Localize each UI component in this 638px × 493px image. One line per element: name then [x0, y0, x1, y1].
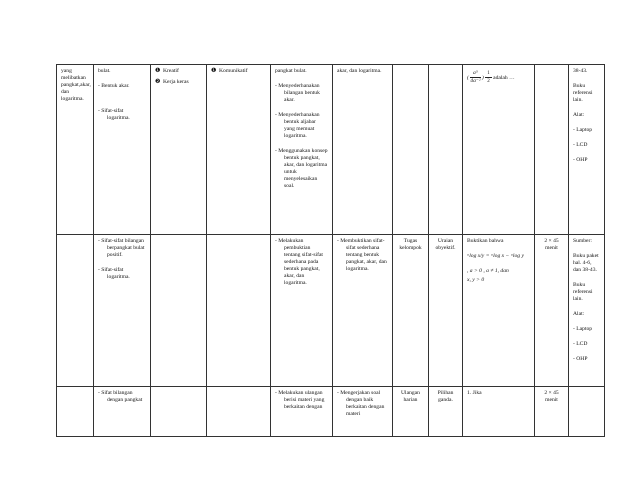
competency-cell: yang melibatkan pangkat,akar, dan logaritma.	[57, 65, 94, 235]
instrument-cell: 1. Jika	[463, 387, 535, 437]
learning-activity-cell: - Melakukan ulangan berisi materi yang berkaitan dengan	[271, 387, 333, 437]
assessment-technique-cell: Tugas kelompok	[393, 235, 429, 387]
sources-cell: 38-43. Buku referensi lain. Alat: - Laptop - LCD - OHP	[569, 65, 605, 235]
time-allocation-cell: 2 × 45 menit	[535, 387, 569, 437]
table-row	[57, 387, 605, 437]
numbered-bullet-icon: ❷	[155, 79, 161, 85]
numbered-bullet-icon: ❶	[211, 68, 217, 74]
list-item: ❶ Komunikatif	[211, 68, 248, 74]
character-values-cell	[151, 65, 207, 235]
entrepreneurship-cell	[207, 387, 271, 437]
entrepreneurship-cell	[207, 235, 271, 387]
material-cell: - Sifat bilangan dengan pangkat	[94, 387, 151, 437]
competency-cell	[57, 235, 94, 387]
table-row	[57, 65, 605, 235]
indicator-cell: - Mengerjakan soal dengan baik berkaitan dengan materi	[333, 387, 393, 437]
lesson-plan-table	[56, 64, 605, 437]
instrument-cell: Buktikan bahwa ᵃlog x/y = ᵃlog x − ᵃlog y , a > 0 , a ≠ 1, dan x, y > 0	[463, 235, 535, 387]
time-allocation-cell: 2 × 45 menit	[535, 235, 569, 387]
assessment-form-cell	[429, 65, 463, 235]
entrepreneurship-cell	[207, 65, 271, 235]
learning-activity-cell: - Melakukan pembuktian tentang sifat-sifat sederhana pada bentuk pangkat, akar, dan logaritma.	[271, 235, 333, 387]
list-item: ❶ Kreatif	[155, 68, 179, 74]
character-values-cell	[151, 235, 207, 387]
assessment-form-cell: Pilihan ganda.	[429, 387, 463, 437]
sources-cell	[569, 387, 605, 437]
list-item: ❷ Kerja keras	[155, 79, 189, 85]
numbered-bullet-icon: ❶	[155, 68, 161, 74]
material-cell: bulat. - Bentuk akar. - Sifat-sifat logaritma.	[94, 65, 151, 235]
indicator-cell: akar, dan logaritma.	[333, 65, 393, 235]
material-cell: - Sifat-sifat bilangan berpangkat bulat positif. - Sifat-sifat logaritma.	[94, 235, 151, 387]
competency-cell	[57, 387, 94, 437]
time-allocation-cell	[535, 65, 569, 235]
sources-cell: Sumber: Buku paket hal. 4-6, dan 38-43. Buku referensi lain. Alat: - Laptop - LCD - OHP	[569, 235, 605, 387]
assessment-technique-cell	[393, 65, 429, 235]
character-values-cell	[151, 387, 207, 437]
table-row	[57, 235, 605, 387]
indicator-cell: - Membuktikan sifat-sifat sederhana tentang bentuk pangkat, akar, dan logaritma.	[333, 235, 393, 387]
instrument-cell: ( $\frac{\text{a⁵}}{\text{4a⁻²}}$ ) $\frac{1}{2}$ adalah …	[463, 65, 535, 235]
learning-activity-cell: pangkat bulat. - Menyederhanakan bilangan bentuk akar. - Menyederhanakan bentuk aljabar yang memuat logaritma. - Menggunakan konsep bentuk pangkat, akar, dan logaritma untuk menyelesaikan soal.	[271, 65, 333, 235]
assessment-technique-cell: Ulangan harian	[393, 387, 429, 437]
assessment-form-cell: Uraian obyektif.	[429, 235, 463, 387]
